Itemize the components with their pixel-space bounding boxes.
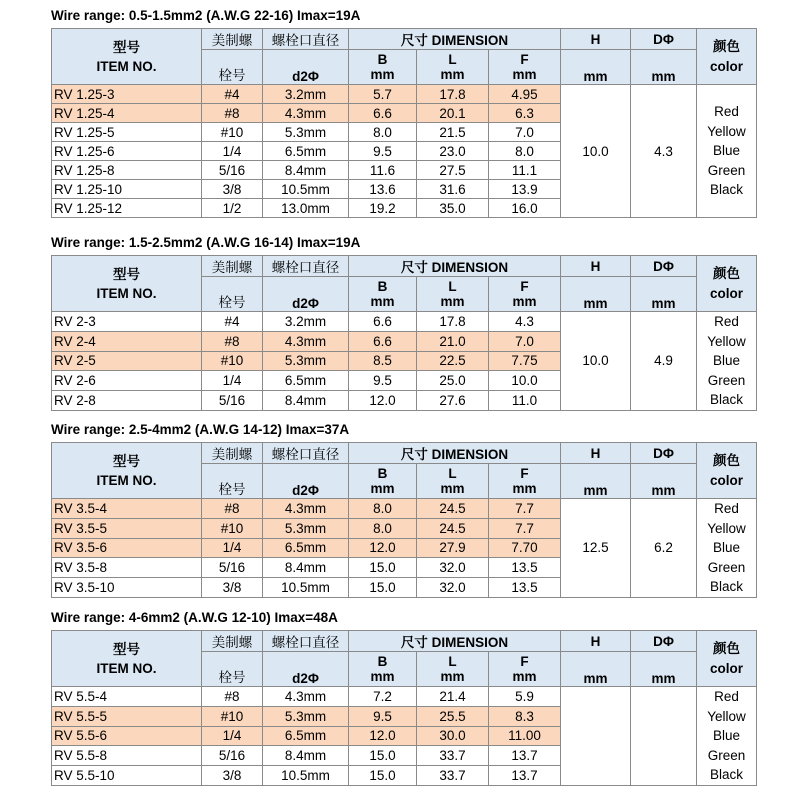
h-value-cell: 12.5 xyxy=(561,499,631,598)
spec-table xyxy=(51,630,757,786)
b-cell: 6.6 xyxy=(349,331,417,351)
dphi-unit-header xyxy=(631,277,697,312)
stud-diameter-cell: 3.2mm xyxy=(263,312,349,332)
stud-symbol-header: d2Φ xyxy=(263,652,349,687)
dimension-header: 尺寸 DIMENSION xyxy=(349,256,561,277)
h-unit-header xyxy=(561,50,631,85)
l-cell: 24.5 xyxy=(417,518,489,538)
f-cell: 11.1 xyxy=(489,161,561,180)
f-cell: 13.5 xyxy=(489,578,561,598)
b-cell: 9.5 xyxy=(349,706,417,726)
bolt-cell: 3/8 xyxy=(202,180,263,199)
header-row xyxy=(52,29,757,50)
color-header xyxy=(697,631,757,687)
item-no-cell: RV 2-6 xyxy=(52,371,202,391)
f-header: F xyxy=(520,279,529,294)
l-cell: 30.0 xyxy=(417,726,489,746)
bolt-cell: #8 xyxy=(202,499,263,519)
f-unit-header xyxy=(489,464,561,499)
color-option: Green xyxy=(707,559,746,575)
f-cell: 4.3 xyxy=(489,312,561,332)
item-no-cell: RV 2-3 xyxy=(52,312,202,332)
unit-label: mm xyxy=(651,483,676,498)
bolt-cell: 5/16 xyxy=(202,746,263,766)
stud-header: 螺栓口直径 xyxy=(263,631,349,652)
h-header: H xyxy=(561,256,631,277)
stud-diameter-cell: 10.5mm xyxy=(263,578,349,598)
spec-table xyxy=(51,28,757,218)
stud-diameter-cell: 6.5mm xyxy=(263,371,349,391)
color-option: Green xyxy=(707,372,746,388)
dphi-value-cell: 4.9 xyxy=(631,312,697,411)
spacer xyxy=(561,464,630,483)
item-no-cell: RV 5.5-4 xyxy=(52,687,202,707)
color-option: Yellow xyxy=(707,123,746,139)
item-no-cell: RV 2-4 xyxy=(52,331,202,351)
l-header: L xyxy=(448,466,457,481)
stud-diameter-cell: 4.3mm xyxy=(263,104,349,123)
bolt-cell: #4 xyxy=(202,85,263,104)
spacer xyxy=(631,50,696,69)
h-header: H xyxy=(561,443,631,464)
dphi-unit-header xyxy=(631,50,697,85)
item-no-cell: RV 1.25-5 xyxy=(52,123,202,142)
spacer xyxy=(561,652,630,671)
bolt-header: 美制螺 xyxy=(202,29,263,50)
unit-label: mm xyxy=(583,671,608,686)
f-cell: 7.70 xyxy=(489,538,561,558)
b-cell: 9.5 xyxy=(349,371,417,391)
dphi-header: DΦ xyxy=(631,256,697,277)
stud-diameter-cell: 4.3mm xyxy=(263,331,349,351)
unit-label: mm xyxy=(370,294,395,309)
color-option: Red xyxy=(714,314,739,329)
header-row xyxy=(52,443,757,464)
item-no-header-cn: 型号 xyxy=(113,39,140,55)
color-header-en: color xyxy=(710,58,744,74)
bolt-header: 美制螺 xyxy=(202,443,263,464)
bolt-header: 美制螺 xyxy=(202,631,263,652)
unit-label: mm xyxy=(651,296,676,311)
stud-diameter-cell: 6.5mm xyxy=(263,142,349,161)
item-no-cell: RV 1.25-4 xyxy=(52,104,202,123)
l-cell: 27.9 xyxy=(417,538,489,558)
item-no-header-en: ITEM NO. xyxy=(96,285,157,301)
spacer xyxy=(561,277,630,296)
l-unit-header xyxy=(417,277,489,312)
color-option: Green xyxy=(707,162,746,178)
bolt-cell: 1/4 xyxy=(202,371,263,391)
item-no-header-en: ITEM NO. xyxy=(96,472,157,488)
unit-label: mm xyxy=(440,481,465,496)
color-header xyxy=(697,443,757,499)
unit-label: mm xyxy=(512,294,537,309)
l-cell: 24.5 xyxy=(417,499,489,519)
color-options-cell xyxy=(697,687,757,786)
bolt-cell: 3/8 xyxy=(202,578,263,598)
stud-diameter-cell: 8.4mm xyxy=(263,391,349,411)
b-cell: 6.6 xyxy=(349,104,417,123)
item-no-cell: RV 5.5-6 xyxy=(52,726,202,746)
wire-range-title: Wire range: 0.5-1.5mm2 (A.W.G 22-16) Imax=19A xyxy=(51,8,361,23)
bolt-cell: 5/16 xyxy=(202,161,263,180)
l-header: L xyxy=(448,52,457,67)
spec-table xyxy=(51,442,757,598)
l-cell: 17.8 xyxy=(417,312,489,332)
bolt-header-2: 栓号 xyxy=(202,277,263,312)
unit-label: mm xyxy=(440,294,465,309)
color-option: Blue xyxy=(713,540,741,556)
dphi-header: DΦ xyxy=(631,29,697,50)
color-options-cell xyxy=(697,85,757,218)
l-cell: 33.7 xyxy=(417,766,489,786)
stud-diameter-cell: 5.3mm xyxy=(263,123,349,142)
color-option: Yellow xyxy=(707,333,746,349)
bolt-header-2: 栓号 xyxy=(202,652,263,687)
b-cell: 11.6 xyxy=(349,161,417,180)
f-cell: 8.3 xyxy=(489,706,561,726)
stud-diameter-cell: 13.0mm xyxy=(263,199,349,218)
unit-label: mm xyxy=(583,483,608,498)
table-row xyxy=(52,85,757,104)
bolt-cell: #10 xyxy=(202,518,263,538)
l-cell: 32.0 xyxy=(417,578,489,598)
stud-diameter-cell: 10.5mm xyxy=(263,180,349,199)
item-no-header-cn: 型号 xyxy=(113,266,140,282)
color-option: Blue xyxy=(713,728,741,744)
header-row xyxy=(52,631,757,652)
item-no-cell: RV 3.5-6 xyxy=(52,538,202,558)
l-header: L xyxy=(448,279,457,294)
f-cell: 10.0 xyxy=(489,371,561,391)
f-cell: 16.0 xyxy=(489,199,561,218)
color-option: Blue xyxy=(713,353,741,369)
b-header: B xyxy=(377,52,388,67)
bolt-cell: #10 xyxy=(202,351,263,371)
dimension-header: 尺寸 DIMENSION xyxy=(349,631,561,652)
f-cell: 13.9 xyxy=(489,180,561,199)
unit-label: mm xyxy=(651,69,676,84)
l-cell: 31.6 xyxy=(417,180,489,199)
dphi-value-cell: 4.3 xyxy=(631,85,697,218)
unit-label: mm xyxy=(583,296,608,311)
stud-diameter-cell: 5.3mm xyxy=(263,518,349,538)
item-no-header-cn: 型号 xyxy=(113,641,140,657)
item-no-cell: RV 1.25-6 xyxy=(52,142,202,161)
l-cell: 17.8 xyxy=(417,85,489,104)
f-cell: 13.7 xyxy=(489,766,561,786)
bolt-header: 美制螺 xyxy=(202,256,263,277)
unit-label: mm xyxy=(370,481,395,496)
stud-diameter-cell: 5.3mm xyxy=(263,706,349,726)
unit-label: mm xyxy=(512,67,537,82)
bolt-cell: 1/2 xyxy=(202,199,263,218)
stud-symbol-header: d2Φ xyxy=(263,277,349,312)
dphi-unit-header xyxy=(631,652,697,687)
color-option: Black xyxy=(710,579,744,595)
bolt-header-2: 栓号 xyxy=(202,464,263,499)
color-header-en: color xyxy=(710,472,744,488)
item-no-cell: RV 3.5-4 xyxy=(52,499,202,519)
b-cell: 9.5 xyxy=(349,142,417,161)
l-cell: 25.5 xyxy=(417,706,489,726)
color-option: Green xyxy=(707,747,746,763)
f-cell: 5.9 xyxy=(489,687,561,707)
l-unit-header xyxy=(417,50,489,85)
item-no-cell: RV 1.25-3 xyxy=(52,85,202,104)
item-no-cell: RV 1.25-10 xyxy=(52,180,202,199)
l-unit-header xyxy=(417,652,489,687)
item-no-header xyxy=(52,443,202,499)
stud-header: 螺栓口直径 xyxy=(263,29,349,50)
stud-symbol-header: d2Φ xyxy=(263,50,349,85)
dimension-header: 尺寸 DIMENSION xyxy=(349,443,561,464)
table-row xyxy=(52,312,757,332)
item-no-cell: RV 3.5-5 xyxy=(52,518,202,538)
item-no-header-en: ITEM NO. xyxy=(96,660,157,676)
stud-header: 螺栓口直径 xyxy=(263,443,349,464)
dphi-value-cell: 6.2 xyxy=(631,499,697,598)
f-cell: 7.0 xyxy=(489,331,561,351)
spacer xyxy=(561,50,630,69)
f-cell: 13.7 xyxy=(489,746,561,766)
item-no-cell: RV 5.5-8 xyxy=(52,746,202,766)
bolt-cell: #8 xyxy=(202,104,263,123)
dphi-header: DΦ xyxy=(631,443,697,464)
l-cell: 23.0 xyxy=(417,142,489,161)
dimension-header: 尺寸 DIMENSION xyxy=(349,29,561,50)
color-option: Red xyxy=(714,501,739,516)
item-no-cell: RV 1.25-8 xyxy=(52,161,202,180)
color-header-cn: 颜色 xyxy=(713,640,741,656)
color-header-en: color xyxy=(710,660,744,676)
stud-diameter-cell: 6.5mm xyxy=(263,726,349,746)
f-unit-header xyxy=(489,652,561,687)
unit-label: mm xyxy=(651,671,676,686)
h-header: H xyxy=(561,631,631,652)
l-cell: 35.0 xyxy=(417,199,489,218)
color-header-cn: 颜色 xyxy=(713,38,741,54)
color-header-cn: 颜色 xyxy=(713,265,741,281)
h-value-cell xyxy=(561,687,631,786)
b-cell: 12.0 xyxy=(349,538,417,558)
wire-range-title: Wire range: 1.5-2.5mm2 (A.W.G 16-14) Imax=19A xyxy=(51,235,361,250)
header-row xyxy=(52,256,757,277)
l-cell: 21.4 xyxy=(417,687,489,707)
spec-table xyxy=(51,255,757,411)
bolt-cell: 5/16 xyxy=(202,391,263,411)
color-options-cell xyxy=(697,499,757,598)
color-header xyxy=(697,29,757,85)
stud-diameter-cell: 6.5mm xyxy=(263,538,349,558)
b-cell: 5.7 xyxy=(349,85,417,104)
f-cell: 13.5 xyxy=(489,558,561,578)
table-row xyxy=(52,687,757,707)
f-cell: 8.0 xyxy=(489,142,561,161)
l-cell: 21.5 xyxy=(417,123,489,142)
b-cell: 7.2 xyxy=(349,687,417,707)
f-cell: 11.0 xyxy=(489,391,561,411)
bolt-cell: 1/4 xyxy=(202,538,263,558)
stud-diameter-cell: 8.4mm xyxy=(263,161,349,180)
stud-diameter-cell: 8.4mm xyxy=(263,558,349,578)
color-option: Black xyxy=(710,182,744,198)
item-no-header xyxy=(52,631,202,687)
b-cell: 15.0 xyxy=(349,746,417,766)
item-no-cell: RV 2-8 xyxy=(52,391,202,411)
b-cell: 12.0 xyxy=(349,391,417,411)
bolt-cell: #8 xyxy=(202,687,263,707)
spacer xyxy=(631,464,696,483)
b-cell: 13.6 xyxy=(349,180,417,199)
bolt-header-2: 栓号 xyxy=(202,50,263,85)
stud-symbol-header: d2Φ xyxy=(263,464,349,499)
item-no-header-cn: 型号 xyxy=(113,453,140,469)
item-no-cell: RV 5.5-10 xyxy=(52,766,202,786)
color-option: Black xyxy=(710,767,744,783)
h-value-cell: 10.0 xyxy=(561,85,631,218)
stud-diameter-cell: 5.3mm xyxy=(263,351,349,371)
unit-label: mm xyxy=(583,69,608,84)
b-cell: 15.0 xyxy=(349,578,417,598)
b-cell: 12.0 xyxy=(349,726,417,746)
h-value-cell: 10.0 xyxy=(561,312,631,411)
color-option: Black xyxy=(710,392,744,408)
b-header: B xyxy=(377,654,388,669)
b-cell: 6.6 xyxy=(349,312,417,332)
f-unit-header xyxy=(489,50,561,85)
f-cell: 7.7 xyxy=(489,518,561,538)
l-cell: 21.0 xyxy=(417,331,489,351)
spacer xyxy=(631,652,696,671)
f-cell: 6.3 xyxy=(489,104,561,123)
b-cell: 15.0 xyxy=(349,558,417,578)
wire-range-title: Wire range: 4-6mm2 (A.W.G 12-10) Imax=48A xyxy=(51,610,338,625)
wire-range-title: Wire range: 2.5-4mm2 (A.W.G 14-12) Imax=37A xyxy=(51,422,350,437)
unit-label: mm xyxy=(440,669,465,684)
b-cell: 8.5 xyxy=(349,351,417,371)
dphi-unit-header xyxy=(631,464,697,499)
color-option: Yellow xyxy=(707,708,746,724)
l-unit-header xyxy=(417,464,489,499)
l-cell: 27.5 xyxy=(417,161,489,180)
color-option: Red xyxy=(714,689,739,704)
b-cell: 15.0 xyxy=(349,766,417,786)
color-header-cn: 颜色 xyxy=(713,452,741,468)
stud-diameter-cell: 3.2mm xyxy=(263,85,349,104)
l-cell: 27.6 xyxy=(417,391,489,411)
f-header: F xyxy=(520,466,529,481)
unit-label: mm xyxy=(370,67,395,82)
unit-label: mm xyxy=(370,669,395,684)
l-cell: 33.7 xyxy=(417,746,489,766)
h-unit-header xyxy=(561,652,631,687)
bolt-cell: #10 xyxy=(202,123,263,142)
b-cell: 8.0 xyxy=(349,123,417,142)
dphi-value-cell xyxy=(631,687,697,786)
b-unit-header xyxy=(349,50,417,85)
item-no-cell: RV 3.5-8 xyxy=(52,558,202,578)
stud-diameter-cell: 4.3mm xyxy=(263,687,349,707)
f-cell: 7.0 xyxy=(489,123,561,142)
b-header: B xyxy=(377,466,388,481)
f-header: F xyxy=(520,52,529,67)
l-cell: 22.5 xyxy=(417,351,489,371)
unit-label: mm xyxy=(512,669,537,684)
b-cell: 8.0 xyxy=(349,499,417,519)
color-option: Blue xyxy=(713,143,741,159)
f-header: F xyxy=(520,654,529,669)
bolt-cell: #10 xyxy=(202,706,263,726)
h-header: H xyxy=(561,29,631,50)
unit-label: mm xyxy=(512,481,537,496)
bolt-cell: 3/8 xyxy=(202,766,263,786)
table-row xyxy=(52,499,757,519)
item-no-header xyxy=(52,256,202,312)
bolt-cell: #8 xyxy=(202,331,263,351)
unit-label: mm xyxy=(440,67,465,82)
item-no-cell: RV 2-5 xyxy=(52,351,202,371)
f-cell: 4.95 xyxy=(489,85,561,104)
b-unit-header xyxy=(349,277,417,312)
stud-header: 螺栓口直径 xyxy=(263,256,349,277)
color-option: Yellow xyxy=(707,520,746,536)
b-unit-header xyxy=(349,652,417,687)
f-cell: 11.00 xyxy=(489,726,561,746)
b-unit-header xyxy=(349,464,417,499)
item-no-header xyxy=(52,29,202,85)
bolt-cell: #4 xyxy=(202,312,263,332)
l-cell: 25.0 xyxy=(417,371,489,391)
bolt-cell: 1/4 xyxy=(202,726,263,746)
b-cell: 19.2 xyxy=(349,199,417,218)
color-option: Red xyxy=(714,104,739,120)
stud-diameter-cell: 8.4mm xyxy=(263,746,349,766)
l-cell: 20.1 xyxy=(417,104,489,123)
bolt-cell: 5/16 xyxy=(202,558,263,578)
color-header xyxy=(697,256,757,312)
h-unit-header xyxy=(561,277,631,312)
l-cell: 32.0 xyxy=(417,558,489,578)
b-cell: 8.0 xyxy=(349,518,417,538)
color-header-en: color xyxy=(710,285,744,301)
f-cell: 7.75 xyxy=(489,351,561,371)
color-options-cell xyxy=(697,312,757,411)
spacer xyxy=(631,277,696,296)
f-unit-header xyxy=(489,277,561,312)
stud-diameter-cell: 10.5mm xyxy=(263,766,349,786)
bolt-cell: 1/4 xyxy=(202,142,263,161)
f-cell: 7.7 xyxy=(489,499,561,519)
item-no-cell: RV 1.25-12 xyxy=(52,199,202,218)
item-no-cell: RV 5.5-5 xyxy=(52,706,202,726)
stud-diameter-cell: 4.3mm xyxy=(263,499,349,519)
item-no-header-en: ITEM NO. xyxy=(96,58,157,74)
b-header: B xyxy=(377,279,388,294)
dphi-header: DΦ xyxy=(631,631,697,652)
h-unit-header xyxy=(561,464,631,499)
l-header: L xyxy=(448,654,457,669)
item-no-cell: RV 3.5-10 xyxy=(52,578,202,598)
